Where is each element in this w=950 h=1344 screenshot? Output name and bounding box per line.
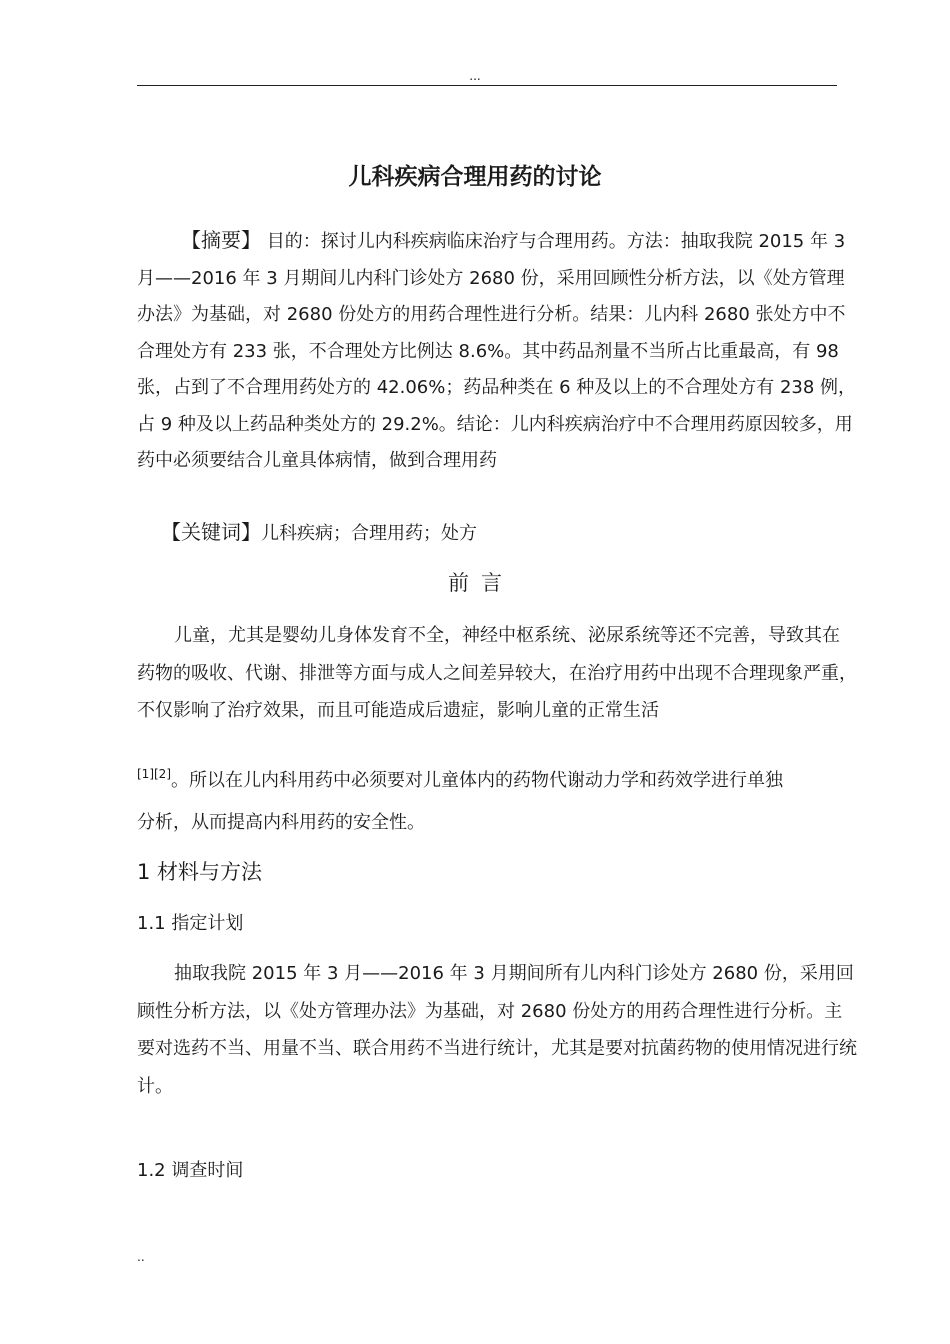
document-title: 儿科疾病合理用药的讨论	[348, 164, 602, 190]
subsection-heading-plan: 1.1 指定计划	[137, 913, 244, 934]
intro-continuation-line	[137, 757, 783, 798]
citation-ref: [1][2]	[137, 767, 171, 781]
page-header-mark: ...	[469, 69, 481, 83]
intro-final-line: 分析，从而提高内科用药的安全性。	[137, 812, 425, 833]
intro-paragraph	[137, 617, 857, 730]
keywords-label: 【关键词】	[161, 520, 261, 544]
abstract-text: 目的：探讨儿内科疾病临床治疗与合理用药。方法：抽取我院 2015 年 3 月——2016 年 3 月期间儿内科门诊处方 2680 份，采用回顾性分析方法，以《处方管理办法》为基础，对 2680 份处方的用药合理性进行分析。结果：儿内科 2680 张处方中不合理处方有 233 张，不合理处方比例达 8.6%。其中药品剂量不当所占比重最高，有 98 张，占到了不合理用药处方的 42.06%；药品种类在 6 种及以上的不合理处方有 238 例，占 9 种及以上药品种类处方的 29.2%。结论：儿内科疾病治疗中不合理用药原因较多，用药中必须要结合儿童具体病情，做到合理用药	[137, 231, 857, 471]
section-heading-materials-methods: 1 材料与方法	[137, 860, 263, 884]
plan-text: 抽取我院 2015 年 3 月——2016 年 3 月期间所有儿内科门诊处方 2680 份，采用回顾性分析方法，以《处方管理办法》为基础，对 2680 份处方的用药合理性进行分析。主要对选药不当、用量不当、联合用药不当进行统计，尤其是要对抗菌药物的使用情况进行统计。	[137, 963, 857, 1097]
header-divider	[137, 85, 837, 86]
intro-text: 儿童，尤其是婴幼儿身体发育不全，神经中枢系统、泌尿系统等还不完善，导致其在药物的吸收、代谢、排泄等方面与成人之间差异较大，在治疗用药中出现不合理现象严重，不仅影响了治疗效果，而且可能造成后遗症，影响儿童的正常生活	[137, 625, 857, 721]
abstract-paragraph	[137, 222, 857, 480]
preface-heading-part-1: 前	[448, 571, 469, 595]
intro-continuation-text: 。所以在儿内科用药中必须要对儿童体内的药物代谢动力学和药效学进行单独	[171, 770, 783, 791]
keywords-text: 儿科疾病；合理用药；处方	[261, 523, 477, 544]
preface-heading-part-2: 言	[481, 571, 502, 595]
subsection-heading-survey-time: 1.2 调查时间	[137, 1160, 244, 1181]
plan-paragraph	[137, 955, 857, 1105]
abstract-label: 【摘要】	[181, 228, 261, 252]
preface-heading	[0, 566, 950, 600]
page-footer-mark: ..	[137, 1250, 145, 1264]
keywords-line	[137, 516, 477, 550]
